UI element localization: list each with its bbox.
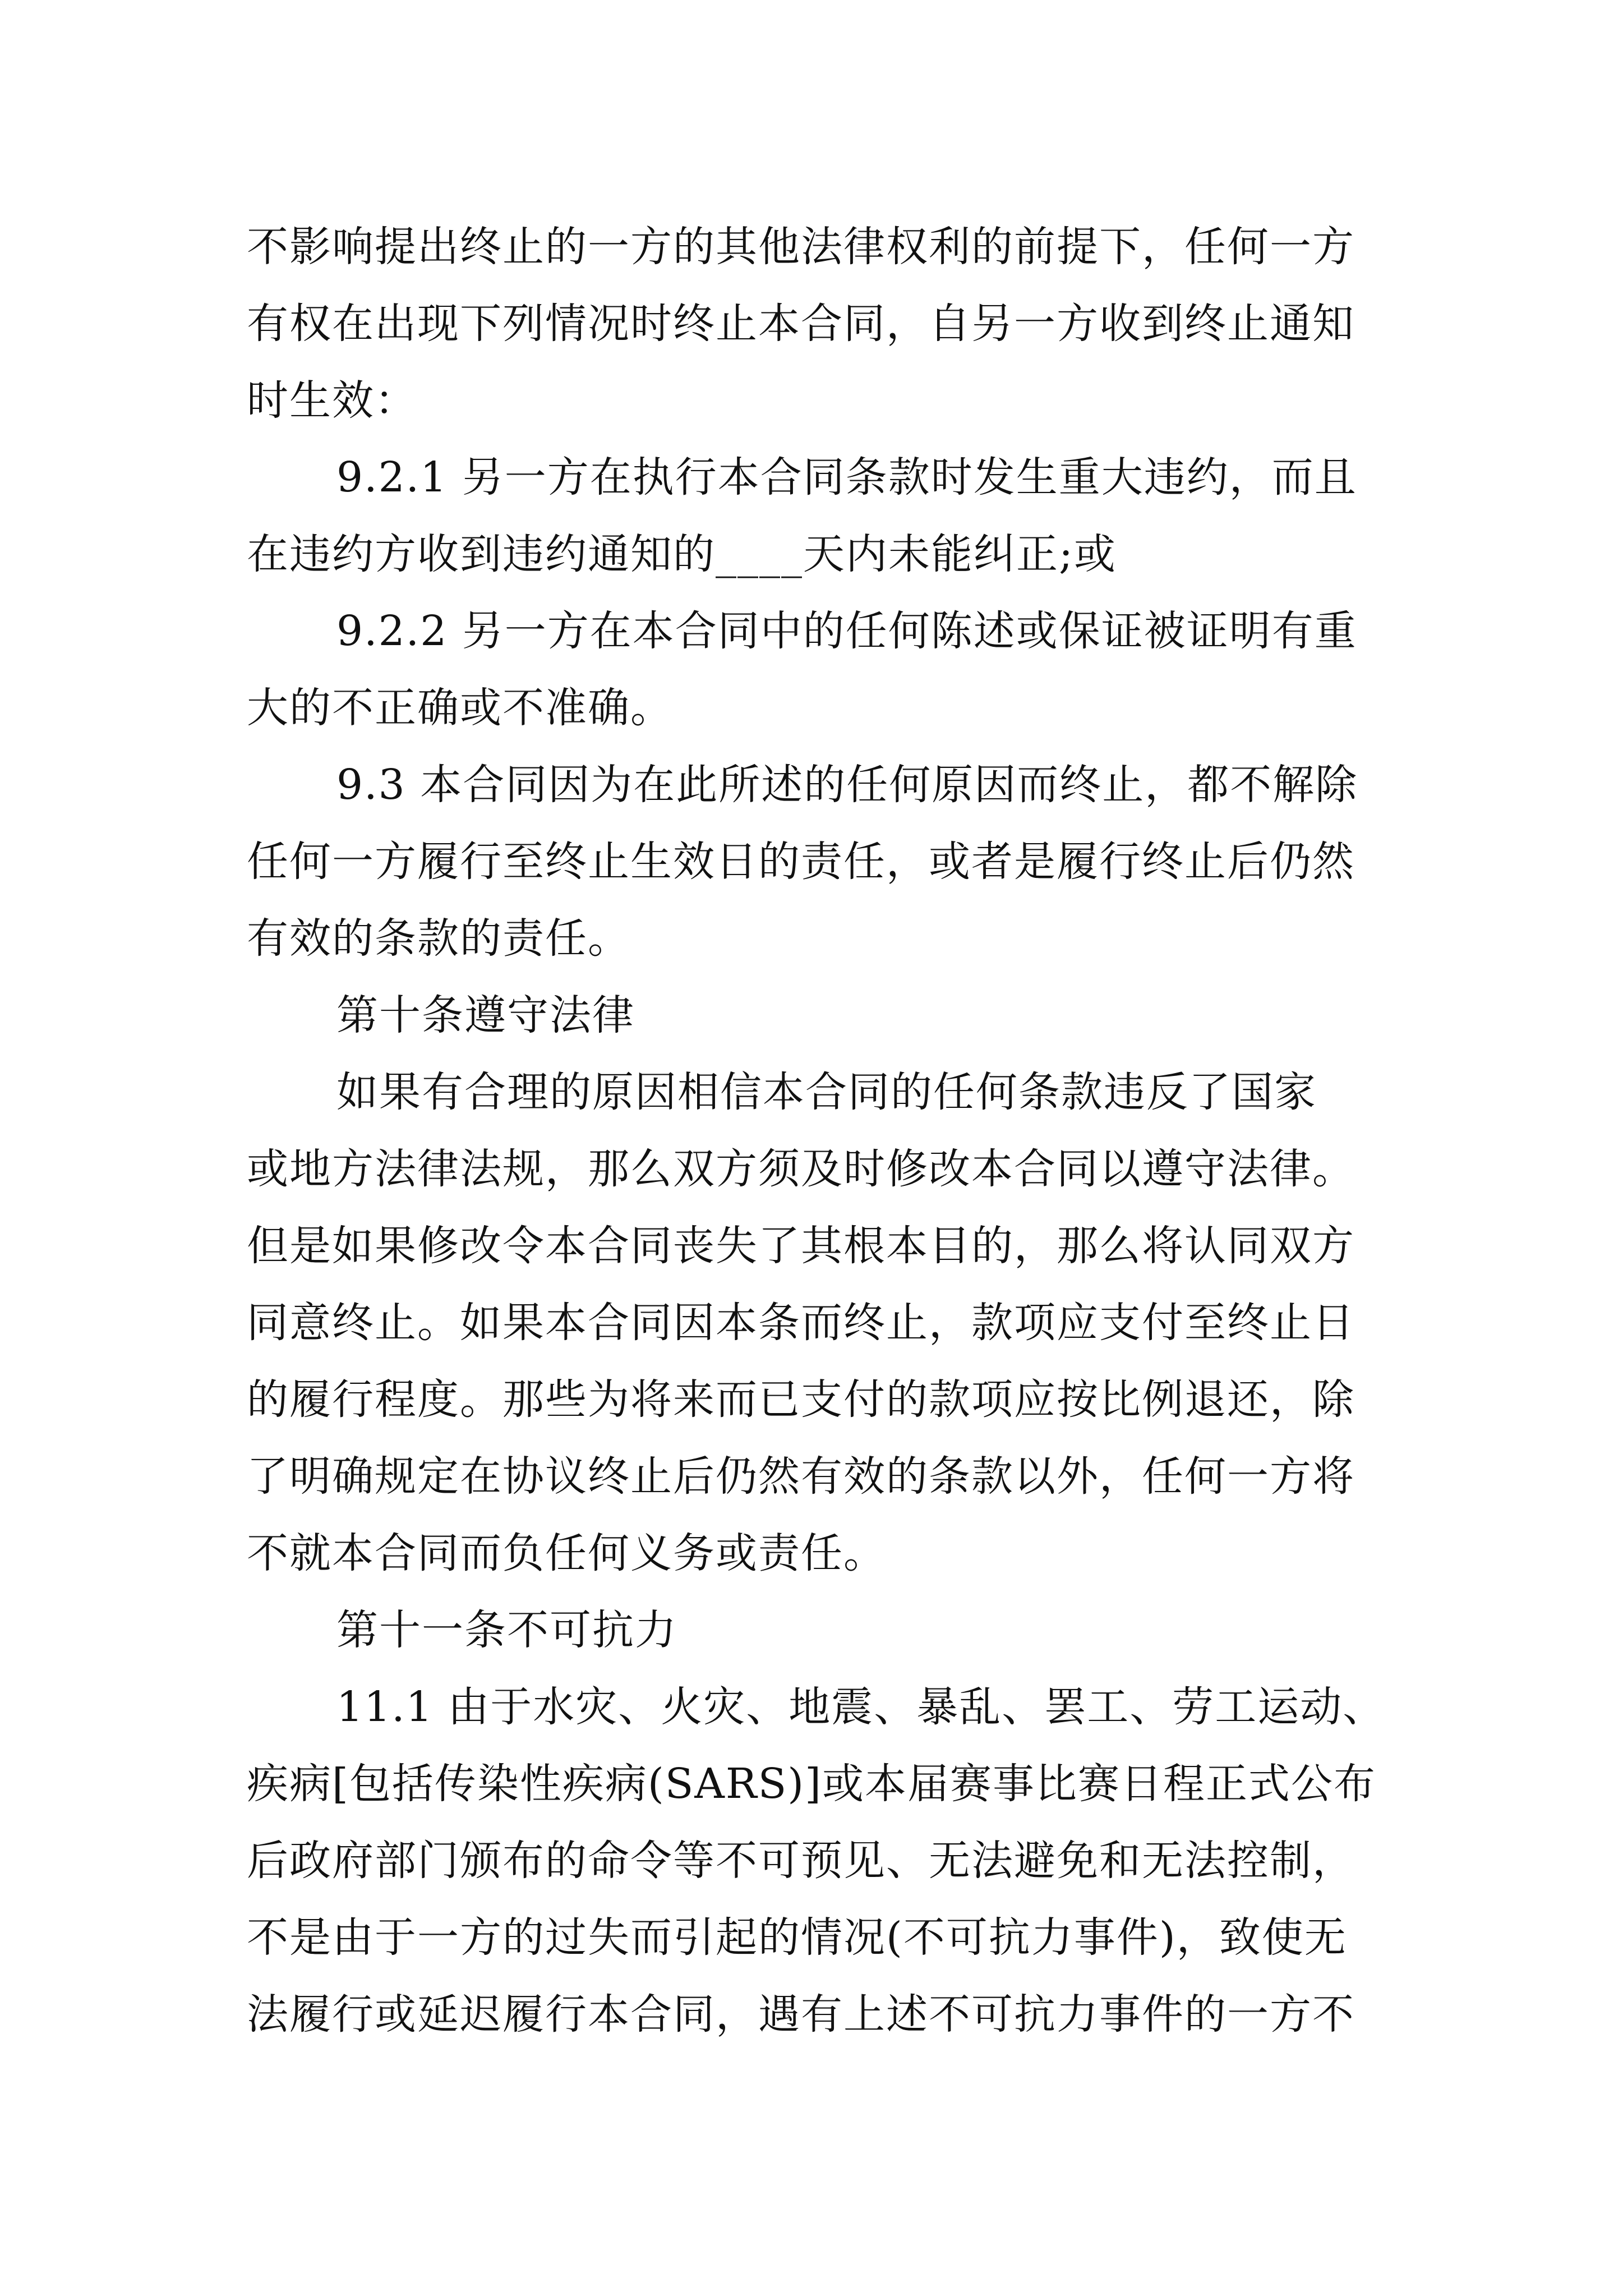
paragraph-line: 了明确规定在协议终止后仍然有效的条款以外，任何一方将 — [247, 1452, 1355, 1501]
paragraph-line: 不影响提出终止的一方的其他法律权利的前提下，任何一方 — [247, 223, 1355, 271]
paragraph-line: 大的不正确或不准确。 — [247, 684, 673, 732]
clause-9-2-1-line: 9.2.1 另一方在执行本合同条款时发生重大违约，而且 — [336, 453, 1357, 501]
clause-9-2-2-line: 9.2.2 另一方在本合同中的任何陈述或保证被证明有重 — [336, 607, 1357, 655]
paragraph-line: 有效的条款的责任。 — [247, 914, 630, 963]
paragraph-line: 时生效： — [247, 376, 417, 425]
clause-9-3-line: 9.3 本合同因为在此所述的任何原因而终止，都不解除 — [336, 761, 1358, 809]
paragraph-line: 法履行或延迟履行本合同，遇有上述不可抗力事件的一方不 — [247, 1990, 1355, 2039]
paragraph-line: 有权在出现下列情况时终止本合同，自另一方收到终止通知 — [247, 300, 1355, 348]
paragraph-line: 但是如果修改令本合同丧失了其根本目的，那么将认同双方 — [247, 1222, 1355, 1270]
paragraph-line: 或地方法律法规，那么双方须及时修改本合同以遵守法律。 — [247, 1145, 1355, 1193]
paragraph-line: 任何一方履行至终止生效日的责任，或者是履行终止后仍然 — [247, 838, 1355, 886]
paragraph-line: 在违约方收到违约通知的____天内未能纠正;或 — [247, 530, 1117, 578]
paragraph-line: 后政府部门颁布的命令等不可预见、无法避免和无法控制， — [247, 1837, 1355, 1885]
document-body — [247, 209, 1386, 2053]
section-heading-article-10: 第十条遵守法律 — [336, 991, 635, 1039]
paragraph-line: 不就本合同而负任何义务或责任。 — [247, 1529, 886, 1577]
article-10-paragraph-line: 如果有合理的原因相信本合同的任何条款违反了国家 — [336, 1068, 1317, 1116]
paragraph-line: 的履行程度。那些为将来而已支付的款项应按比例退还，除 — [247, 1375, 1355, 1424]
paragraph-line: 不是由于一方的过失而引起的情况(不可抗力事件)，致使无 — [247, 1913, 1347, 1962]
paragraph-line: 疾病[包括传染性疾病(SARS)]或本届赛事比赛日程正式公布 — [247, 1760, 1377, 1808]
paragraph-line: 同意终止。如果本合同因本条而终止，款项应支付至终止日 — [247, 1299, 1355, 1347]
section-heading-article-11: 第十一条不可抗力 — [336, 1606, 677, 1654]
clause-11-1-line: 11.1 由于水灾、火灾、地震、暴乱、罢工、劳工运动、 — [336, 1683, 1386, 1731]
